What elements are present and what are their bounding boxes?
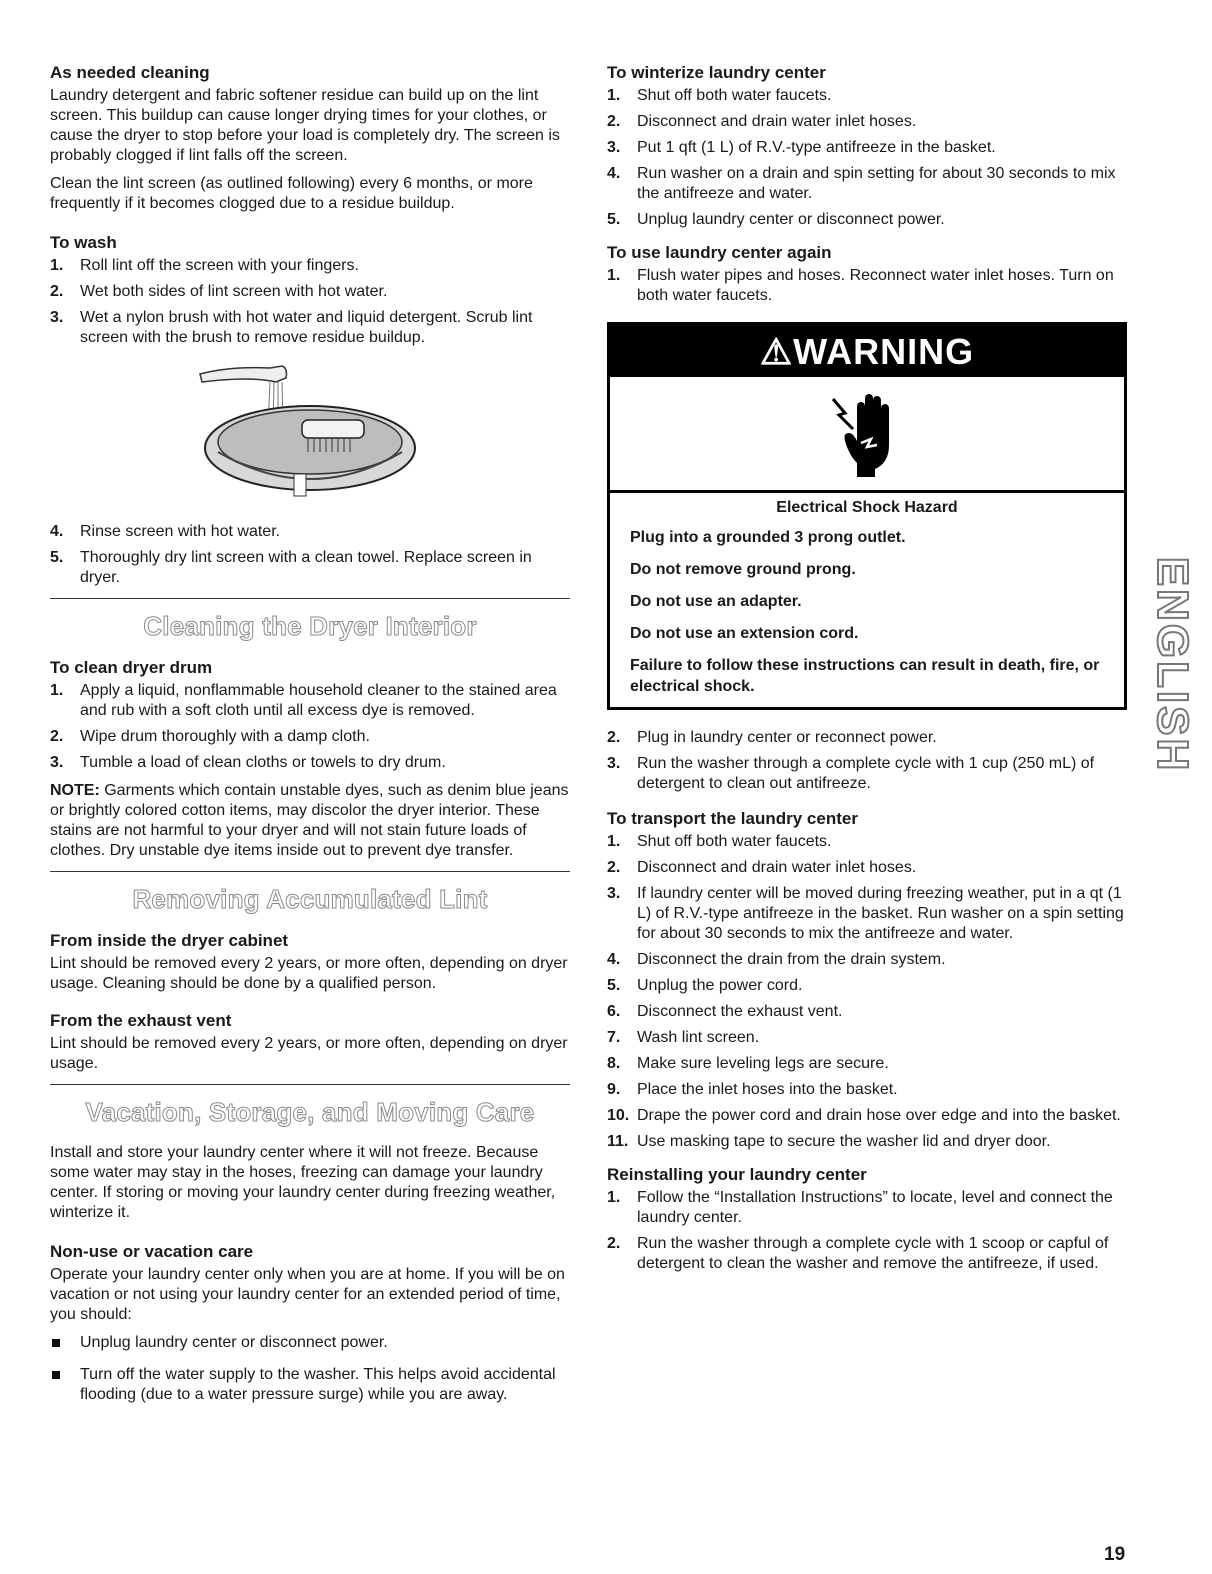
list-item: 8. Make sure leveling legs are secure.	[607, 1055, 889, 1072]
list-item: 6. Disconnect the exhaust vent.	[607, 1003, 843, 1020]
as-needed-heading: As needed cleaning	[50, 63, 210, 82]
section-title-vacation: Vacation, Storage, and Moving Care	[50, 1084, 570, 1127]
list-item: 1. Flush water pipes and hoses. Reconnect water inlet hoses. Turn on both water faucets.	[607, 267, 1114, 304]
list-item: 1. Apply a liquid, nonflammable household cleaner to the stained area and rub with a soft cloth until all excess dye is removed.	[50, 682, 557, 719]
list-item: 5. Unplug the power cord.	[607, 977, 803, 994]
bullet-icon	[52, 1371, 60, 1379]
list-item: Unplug laundry center or disconnect power.	[50, 1333, 570, 1353]
list-item: 1. Shut off both water faucets.	[607, 87, 832, 104]
lint-screen-washing-illustration	[50, 356, 570, 506]
electrical-shock-hand-icon	[610, 377, 1124, 493]
clean-drum-steps	[50, 681, 570, 773]
reinstall-steps	[607, 1188, 1127, 1274]
list-item: 7. Wash lint screen.	[607, 1029, 760, 1046]
list-item: 3. Run the washer through a complete cycle with 1 cup (250 mL) of detergent to clean out antifreeze.	[607, 755, 1095, 792]
transport-heading: To transport the laundry center	[607, 809, 858, 828]
as-needed-paragraph-2: Clean the lint screen (as outlined following) every 6 months, or more frequently if it becomes clogged due to a residue buildup.	[50, 175, 533, 212]
list-item: 9. Place the inlet hoses into the basket.	[607, 1081, 898, 1098]
list-item: 3. If laundry center will be moved during freezing weather, put in a qt (1 L) of R.V.-type antifreeze in the basket. Run washer on a spin setting for about 30 seconds to mix the antifreeze and water.	[607, 885, 1124, 942]
right-column	[607, 62, 1127, 1282]
list-item: 2. Wet both sides of lint screen with hot water.	[50, 283, 388, 300]
list-item: 3. Tumble a load of clean cloths or towels to dry drum.	[50, 754, 446, 771]
use-again-heading: To use laundry center again	[607, 243, 832, 262]
list-item: 10. Drape the power cord and drain hose over edge and into the basket.	[607, 1107, 1121, 1124]
section-title-removing-lint: Removing Accumulated Lint	[50, 871, 570, 914]
warning-line: Do not remove ground prong.	[630, 561, 856, 578]
warning-line: Do not use an adapter.	[630, 593, 802, 610]
reinstall-heading: Reinstalling your laundry center	[607, 1165, 867, 1184]
warning-line: Plug into a grounded 3 prong outlet.	[630, 529, 906, 546]
list-item: 4. Disconnect the drain from the drain system.	[607, 951, 946, 968]
list-item: 2. Plug in laundry center or reconnect power.	[607, 729, 937, 746]
inside-cabinet-heading: From inside the dryer cabinet	[50, 931, 289, 950]
inside-cabinet-paragraph: Lint should be removed every 2 years, or more often, depending on dryer usage. Cleaning should be done by a qualified person.	[50, 955, 568, 992]
clean-drum-heading: To clean dryer drum	[50, 658, 213, 677]
left-column	[50, 62, 570, 1417]
list-item: 1. Roll lint off the screen with your fingers.	[50, 257, 359, 274]
to-wash-heading: To wash	[50, 233, 117, 252]
language-side-tab-label: ENGLISH	[1148, 556, 1197, 774]
exhaust-vent-paragraph: Lint should be removed every 2 years, or more often, depending on dryer usage.	[50, 1035, 568, 1072]
note-paragraph: NOTE: Garments which contain unstable dyes, such as denim blue jeans or brightly colored cotton items, may discolor the dryer interior. These stains are not harmful to your dryer and will not stain future loads of clothes. Dry unstable dye items inside out to prevent dye transfer.	[50, 782, 569, 859]
language-side-tab	[1148, 556, 1197, 774]
warning-header: ⚠WARNING	[610, 325, 1124, 377]
page-number: 19	[1104, 1544, 1126, 1565]
winterize-steps	[607, 86, 1127, 230]
list-item: 4. Run washer on a drain and spin setting for about 30 seconds to mix the antifreeze and water.	[607, 165, 1116, 202]
list-item: 2. Disconnect and drain water inlet hoses.	[607, 113, 917, 130]
list-item: 11. Use masking tape to secure the washer lid and dryer door.	[607, 1133, 1051, 1150]
exhaust-vent-heading: From the exhaust vent	[50, 1011, 232, 1030]
list-item: 1. Shut off both water faucets.	[607, 833, 832, 850]
bullet-icon	[52, 1339, 60, 1347]
list-item: 2. Disconnect and drain water inlet hoses.	[607, 859, 917, 876]
to-wash-steps	[50, 256, 570, 348]
use-again-steps-continued	[607, 728, 1127, 794]
non-use-bullets	[50, 1333, 570, 1405]
warning-line: Do not use an extension cord.	[630, 625, 859, 642]
transport-steps	[607, 832, 1127, 1152]
vacation-intro-paragraph: Install and store your laundry center where it will not freeze. Because some water may stay in the hoses, freezing can damage your laundry center. If storing or moving your laundry center during freezing weather, winterize it.	[50, 1144, 556, 1221]
list-item: 5. Thoroughly dry lint screen with a clean towel. Replace screen in dryer.	[50, 549, 532, 586]
list-item: 4. Rinse screen with hot water.	[50, 523, 281, 540]
list-item: 3. Wet a nylon brush with hot water and liquid detergent. Scrub lint screen with the brush to remove residue buildup.	[50, 309, 533, 346]
list-item: 1. Follow the “Installation Instructions” to locate, level and connect the laundry center.	[607, 1189, 1113, 1226]
warning-hazard-title: Electrical Shock Hazard	[776, 499, 958, 516]
non-use-paragraph: Operate your laundry center only when you are at home. If you will be on vacation or not using your laundry center for an extended period of time, you should:	[50, 1266, 565, 1323]
list-item: 2. Run the washer through a complete cycle with 1 scoop or capful of detergent to clean the washer and remove the antifreeze, if used.	[607, 1235, 1109, 1272]
list-item: 3. Put 1 qft (1 L) of R.V.-type antifreeze in the basket.	[607, 139, 996, 156]
list-item: Turn off the water supply to the washer. This helps avoid accidental flooding (due to a water pressure surge) while you are away.	[50, 1365, 570, 1405]
to-wash-steps-continued	[50, 522, 570, 588]
list-item: 5. Unplug laundry center or disconnect power.	[607, 211, 945, 228]
winterize-heading: To winterize laundry center	[607, 63, 826, 82]
section-title-cleaning-interior: Cleaning the Dryer Interior	[50, 598, 570, 641]
use-again-steps	[607, 266, 1127, 306]
as-needed-paragraph-1: Laundry detergent and fabric softener residue can build up on the lint screen. This buildup can cause longer drying times for your clothes, or cause the dryer to stop before your load is completely dry. The screen is probably clogged if lint falls off the screen.	[50, 87, 560, 164]
warning-box	[607, 322, 1127, 710]
non-use-heading: Non-use or vacation care	[50, 1242, 254, 1261]
warning-line: Failure to follow these instructions can result in death, fire, or electrical shock.	[630, 657, 1100, 695]
list-item: 2. Wipe drum thoroughly with a damp cloth.	[50, 728, 370, 745]
